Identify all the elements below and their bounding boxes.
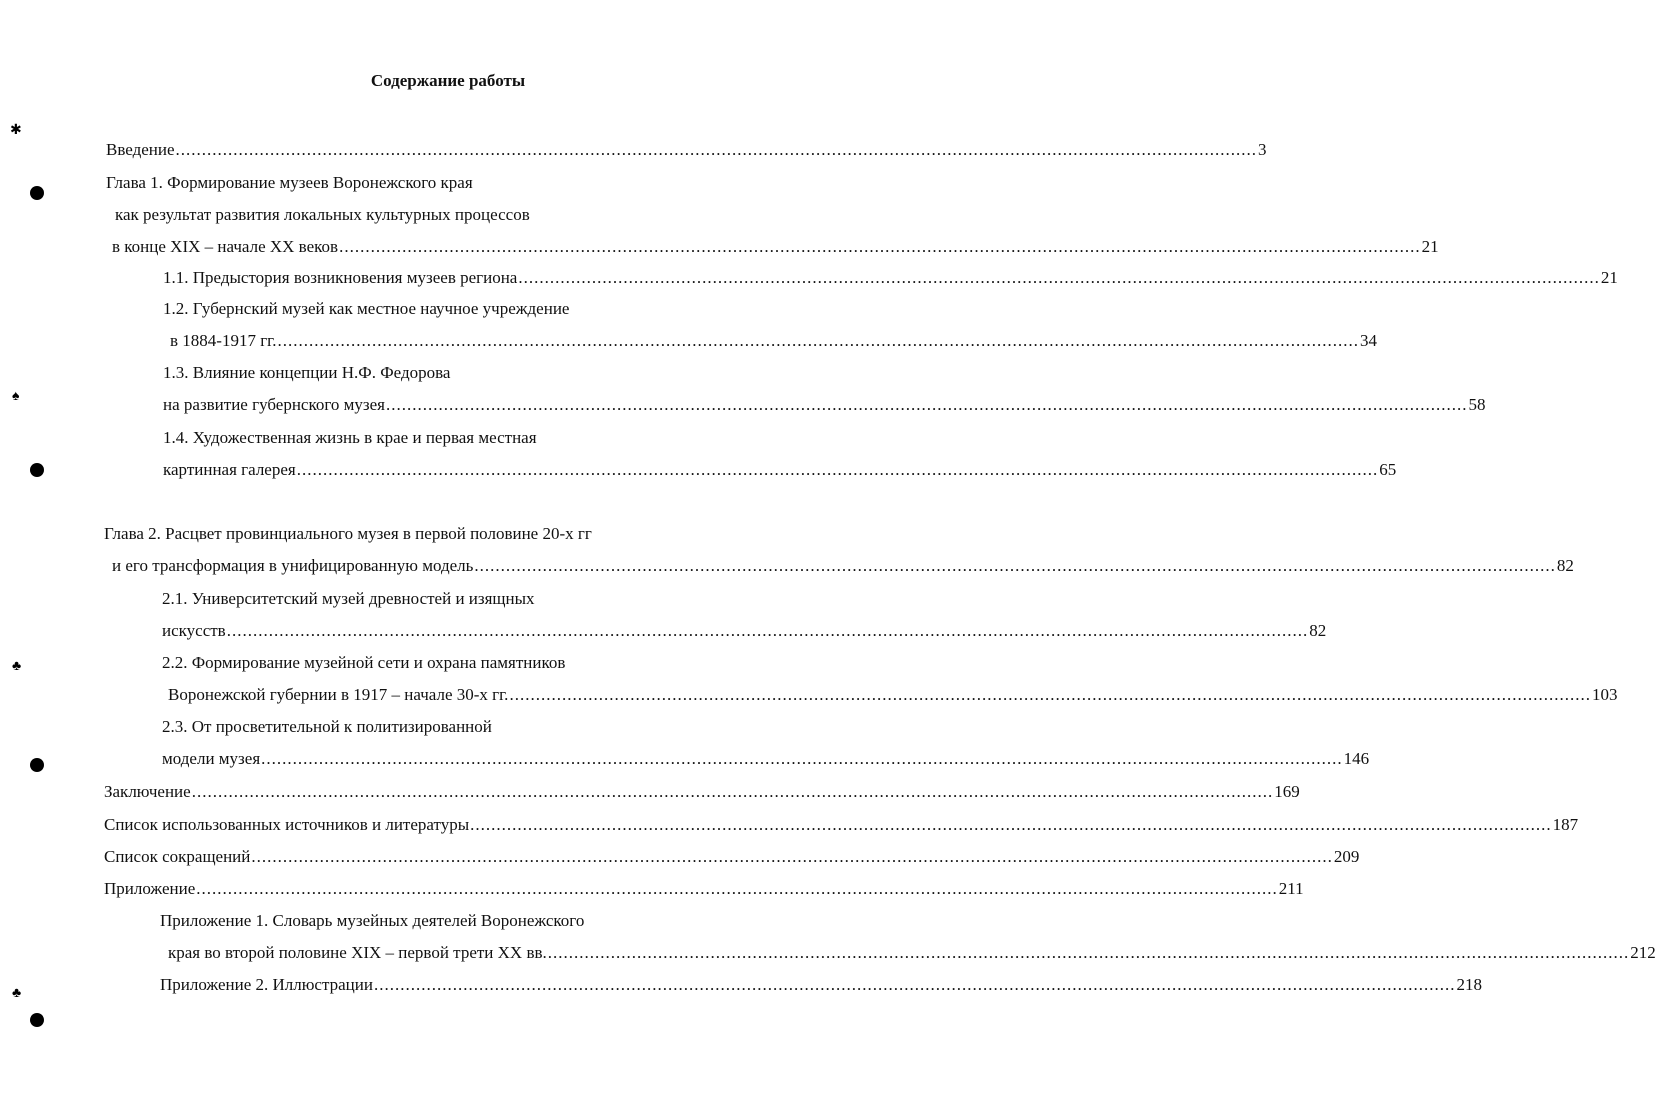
dot-leader: .............................................................................................................................................................................................................. [373, 975, 1456, 994]
toc-entry-2-3 [162, 749, 1370, 769]
toc-page-number: 169 [1274, 782, 1300, 801]
toc-entry-intro [106, 140, 1267, 160]
toc-entry-text: края во второй половине XIX – первой трети XX вв. [168, 943, 547, 962]
toc-page-number: 218 [1456, 975, 1482, 994]
binder-hole-mark [30, 1013, 44, 1027]
toc-page-number: 103 [1591, 685, 1618, 704]
toc-entry-text: 1.1. Предыстория возникновения музеев региона [163, 268, 518, 287]
ink-smudge-icon: ♣ [12, 986, 22, 1001]
toc-page-number: 209 [1333, 847, 1360, 866]
toc-entry-1-3 [163, 395, 1486, 415]
binder-hole-mark [30, 758, 44, 772]
toc-page-number: 211 [1278, 879, 1304, 898]
toc-entry-appendix-1-line-1: Приложение 1. Словарь музейных деятелей Воронежского [160, 911, 585, 930]
toc-entry-1-3-line-1: 1.3. Влияние концепции Н.Ф. Федорова [163, 363, 451, 382]
toc-chapter-1-line-2: как результат развития локальных культурных процессов [115, 205, 530, 224]
toc-entry-1-1 [163, 268, 1618, 288]
toc-entry-text: Введение [106, 140, 175, 159]
dot-leader: .............................................................................................................................................................................................................. [175, 140, 1258, 159]
toc-entry-2-2-line-1: 2.2. Формирование музейной сети и охрана памятников [162, 653, 566, 672]
ink-smudge-icon: ♣ [12, 659, 22, 674]
toc-entry-text: Заключение [104, 782, 191, 801]
toc-entry-text: Список сокращений [104, 847, 251, 866]
toc-entry-appendix-1 [168, 943, 1656, 963]
binder-hole-mark [30, 463, 44, 477]
dot-leader: .............................................................................................................................................................................................................. [474, 556, 1556, 575]
binder-hole-mark [30, 186, 44, 200]
ink-smudge-icon: ♠ [12, 389, 20, 404]
toc-entry-text: Воронежской губернии в 1917 – начале 30-х гг. [168, 685, 509, 704]
toc-entry-sources [104, 815, 1579, 835]
toc-page-number: 212 [1630, 943, 1656, 962]
dot-leader: .............................................................................................................................................................................................................. [261, 749, 1343, 768]
dot-leader: .............................................................................................................................................................................................................. [196, 879, 1278, 898]
dot-leader: .............................................................................................................................................................................................................. [386, 395, 1468, 414]
toc-entry-appendix-2 [160, 975, 1482, 995]
toc-entry-1-2 [170, 331, 1377, 351]
toc-entry-text: на развитие губернского музея [163, 395, 385, 414]
dot-leader: .............................................................................................................................................................................................................. [251, 847, 1333, 866]
toc-entry-1-4 [163, 460, 1397, 480]
toc-entry-text: искусств [162, 621, 226, 640]
toc-entry-text: и его трансформация в унифицированную модель [112, 556, 474, 575]
toc-entry-2-2 [168, 685, 1618, 705]
toc-entry-text: модели музея [162, 749, 261, 768]
toc-entry-text: Приложение [104, 879, 196, 898]
toc-page-number: 3 [1258, 140, 1267, 159]
toc-entry-text: Приложение 2. Иллюстрации [160, 975, 373, 994]
toc-page-number: 65 [1379, 460, 1397, 479]
ink-smudge-icon: ✱ [10, 123, 22, 138]
toc-entry-2-1 [162, 621, 1327, 641]
dot-leader: .............................................................................................................................................................................................................. [518, 268, 1600, 287]
toc-entry-2-1-line-1: 2.1. Университетский музей древностей и изящных [162, 589, 535, 608]
dot-leader: .............................................................................................................................................................................................................. [339, 237, 1421, 256]
toc-entry-text: в конце XIX – начале XX веков [112, 237, 339, 256]
toc-page-number: 34 [1359, 331, 1377, 350]
dot-leader: .............................................................................................................................................................................................................. [226, 621, 1309, 640]
toc-chapter-2-line-1: Глава 2. Расцвет провинциального музея в первой половине 20-х гг [104, 524, 592, 543]
dot-leader: .............................................................................................................................................................................................................. [547, 943, 1630, 962]
toc-chapter-1-line-1: Глава 1. Формирование музеев Воронежского края [106, 173, 473, 192]
toc-entry-1-4-line-1: 1.4. Художественная жизнь в крае и первая местная [163, 428, 537, 447]
toc-entry-1-2-line-1: 1.2. Губернский музей как местное научное учреждение [163, 299, 570, 318]
toc-page-number: 21 [1421, 237, 1439, 256]
dot-leader: .............................................................................................................................................................................................................. [277, 331, 1359, 350]
toc-page-number: 146 [1343, 749, 1370, 768]
toc-page-number: 82 [1309, 621, 1327, 640]
dot-leader: .............................................................................................................................................................................................................. [191, 782, 1274, 801]
dot-leader: .............................................................................................................................................................................................................. [470, 815, 1552, 834]
dot-leader: .............................................................................................................................................................................................................. [296, 460, 1379, 479]
toc-page-number: 21 [1600, 268, 1618, 287]
toc-entry-chapter-2 [112, 556, 1574, 576]
toc-entry-text: в 1884-1917 гг. [170, 331, 277, 350]
toc-entry-text: картинная галерея [163, 460, 296, 479]
dot-leader: .............................................................................................................................................................................................................. [509, 685, 1591, 704]
toc-entry-chapter-1 [112, 237, 1439, 257]
page-title: Содержание работы [370, 71, 526, 90]
toc-entry-2-3-line-1: 2.3. От просветительной к политизированной [162, 717, 492, 736]
toc-page-number: 82 [1556, 556, 1574, 575]
toc-entry-abbreviations [104, 847, 1360, 867]
toc-page-number: 187 [1552, 815, 1579, 834]
toc-entry-text: Список использованных источников и литературы [104, 815, 470, 834]
toc-page-number: 58 [1468, 395, 1486, 414]
toc-entry-appendix [104, 879, 1304, 899]
toc-entry-conclusion [104, 782, 1300, 802]
